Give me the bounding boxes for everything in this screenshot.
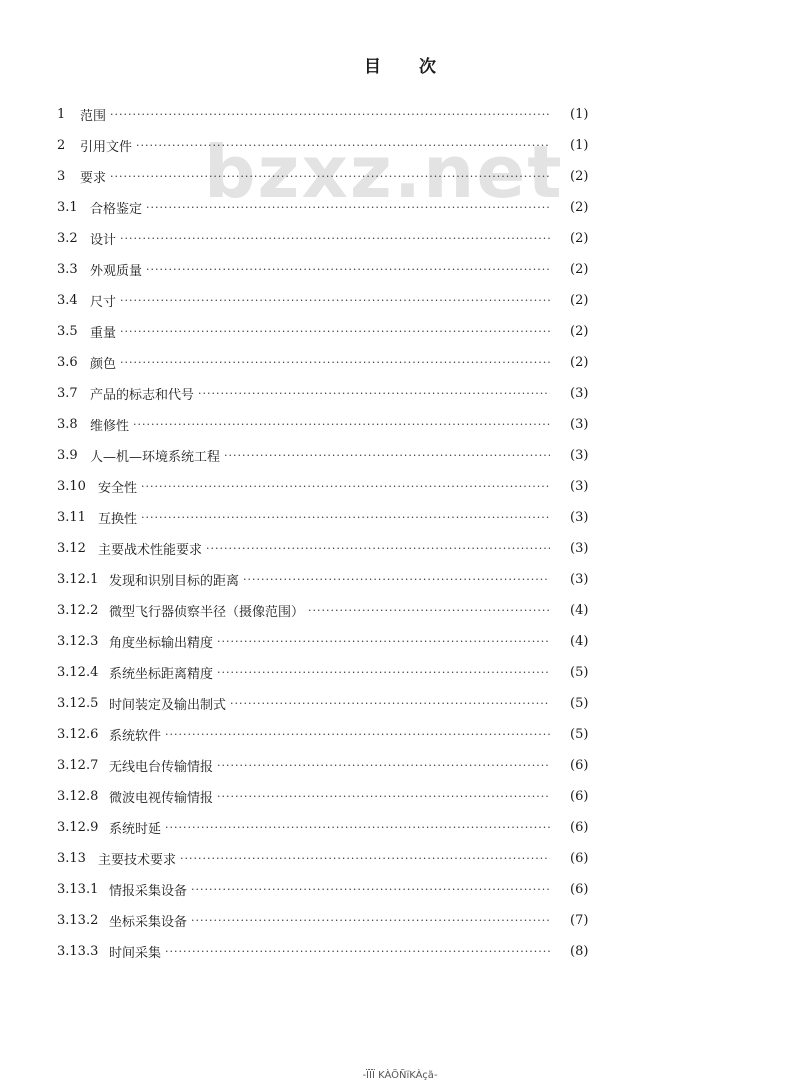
toc-entry-label: 无线电台传输情报	[109, 756, 217, 775]
toc-entry-number: 3.12.1	[57, 572, 99, 587]
toc-entry-number: 3.12.9	[57, 820, 99, 835]
toc-entry-page: (3)	[570, 417, 589, 432]
toc-entry-number: 3.5	[57, 324, 78, 339]
toc-entry-label: 系统软件	[109, 725, 165, 744]
toc-entry-number: 3.2	[57, 231, 78, 246]
dot-leader	[243, 573, 550, 586]
table-of-contents	[0, 99, 800, 967]
toc-entry[interactable]	[0, 502, 800, 533]
toc-entry-page: (6)	[570, 789, 589, 804]
toc-entry-label: 系统坐标距离精度	[109, 663, 217, 682]
toc-entry-page: (2)	[570, 355, 589, 370]
toc-entry[interactable]	[0, 564, 800, 595]
toc-entry[interactable]	[0, 719, 800, 750]
toc-entry-label: 主要战术性能要求	[98, 539, 206, 558]
toc-entry-label: 产品的标志和代号	[90, 384, 198, 403]
toc-entry-page: (6)	[570, 882, 589, 897]
toc-entry[interactable]	[0, 812, 800, 843]
toc-entry-page: (6)	[570, 851, 589, 866]
toc-entry-number: 2	[57, 138, 66, 153]
toc-entry-page: (2)	[570, 262, 589, 277]
dot-leader	[120, 325, 550, 338]
dot-leader	[165, 728, 550, 741]
toc-entry[interactable]	[0, 254, 800, 285]
toc-entry[interactable]	[0, 657, 800, 688]
toc-entry-page: (7)	[570, 913, 589, 928]
toc-entry[interactable]	[0, 750, 800, 781]
toc-entry-number: 3.1	[57, 200, 78, 215]
dot-leader	[180, 852, 550, 865]
dot-leader	[110, 170, 550, 183]
toc-entry-label: 颜色	[90, 353, 120, 372]
toc-entry-number: 3.13.1	[57, 882, 99, 897]
toc-entry-label: 情报采集设备	[109, 880, 191, 899]
toc-entry-number: 3.12.3	[57, 634, 99, 649]
toc-entry-label: 坐标采集设备	[109, 911, 191, 930]
toc-entry-label: 角度坐标输出精度	[109, 632, 217, 651]
toc-entry[interactable]	[0, 626, 800, 657]
dot-leader	[120, 356, 550, 369]
toc-entry-number: 3.7	[57, 386, 78, 401]
dot-leader	[308, 604, 550, 617]
toc-entry[interactable]	[0, 192, 800, 223]
toc-entry[interactable]	[0, 316, 800, 347]
toc-entry-number: 3.13	[57, 851, 86, 866]
dot-leader	[136, 139, 550, 152]
toc-entry[interactable]	[0, 688, 800, 719]
toc-entry-page: (5)	[570, 696, 589, 711]
toc-entry-page: (6)	[570, 758, 589, 773]
toc-entry[interactable]	[0, 347, 800, 378]
toc-entry[interactable]	[0, 130, 800, 161]
page-title: 目 次	[364, 57, 452, 77]
dot-leader	[141, 480, 550, 493]
page-footer: -ÏÏÏ KÀÕÑïKÀçã-	[362, 1070, 438, 1081]
toc-entry-page: (3)	[570, 572, 589, 587]
toc-entry-page: (3)	[570, 479, 589, 494]
toc-entry-number: 3.12	[57, 541, 86, 556]
toc-entry-number: 3.10	[57, 479, 86, 494]
toc-entry-label: 设计	[90, 229, 120, 248]
toc-entry-number: 3.13.2	[57, 913, 99, 928]
toc-entry-number: 3.12.2	[57, 603, 99, 618]
toc-entry[interactable]	[0, 874, 800, 905]
toc-entry[interactable]	[0, 223, 800, 254]
toc-entry-page: (2)	[570, 169, 589, 184]
dot-leader	[191, 883, 550, 896]
toc-entry-label: 合格鉴定	[90, 198, 146, 217]
toc-entry[interactable]	[0, 843, 800, 874]
toc-entry-number: 3	[57, 169, 66, 184]
dot-leader	[217, 666, 550, 679]
toc-entry-number: 3.9	[57, 448, 78, 463]
toc-entry-number: 3.13.3	[57, 944, 99, 959]
toc-entry[interactable]	[0, 595, 800, 626]
toc-entry-page: (2)	[570, 293, 589, 308]
toc-entry-page: (6)	[570, 820, 589, 835]
toc-entry[interactable]	[0, 440, 800, 471]
toc-entry-label: 发现和识别目标的距离	[109, 570, 243, 589]
dot-leader	[146, 201, 550, 214]
dot-leader	[217, 759, 550, 772]
toc-entry-page: (3)	[570, 448, 589, 463]
toc-entry-label: 微波电视传输情报	[109, 787, 217, 806]
toc-entry-number: 3.12.4	[57, 665, 99, 680]
toc-entry[interactable]	[0, 471, 800, 502]
dot-leader	[146, 263, 550, 276]
watermark: bzxz.net	[204, 130, 564, 214]
toc-entry-page: (3)	[570, 386, 589, 401]
toc-entry-page: (2)	[570, 231, 589, 246]
toc-entry-page: (2)	[570, 200, 589, 215]
toc-entry[interactable]	[0, 905, 800, 936]
toc-entry-number: 3.8	[57, 417, 78, 432]
toc-entry-page: (5)	[570, 665, 589, 680]
toc-entry-number: 3.4	[57, 293, 78, 308]
dot-leader	[217, 790, 550, 803]
dot-leader	[133, 418, 550, 431]
dot-leader	[165, 945, 550, 958]
toc-entry-label: 人—机—环境系统工程	[90, 446, 224, 465]
toc-entry-page: (1)	[570, 107, 589, 122]
dot-leader	[191, 914, 550, 927]
toc-entry[interactable]	[0, 99, 800, 130]
dot-leader	[230, 697, 550, 710]
toc-entry-label: 微型飞行器侦察半径（摄像范围）	[109, 601, 308, 620]
dot-leader	[224, 449, 550, 462]
toc-entry-label: 外观质量	[90, 260, 146, 279]
toc-entry-label: 时间装定及输出制式	[109, 694, 230, 713]
toc-entry-page: (3)	[570, 541, 589, 556]
toc-entry-label: 主要技术要求	[98, 849, 180, 868]
dot-leader	[120, 294, 550, 307]
dot-leader	[217, 635, 550, 648]
toc-entry-number: 3.3	[57, 262, 78, 277]
toc-entry-label: 引用文件	[80, 136, 136, 155]
toc-entry[interactable]	[0, 161, 800, 192]
toc-entry-label: 系统时延	[109, 818, 165, 837]
toc-entry-label: 时间采集	[109, 942, 165, 961]
toc-entry-number: 3.12.8	[57, 789, 99, 804]
toc-entry-number: 3.11	[57, 510, 86, 525]
dot-leader	[198, 387, 550, 400]
dot-leader	[110, 108, 550, 121]
toc-entry-label: 要求	[80, 167, 110, 186]
toc-entry-page: (1)	[570, 138, 589, 153]
toc-entry[interactable]	[0, 781, 800, 812]
toc-entry[interactable]	[0, 378, 800, 409]
dot-leader	[165, 821, 550, 834]
toc-entry-page: (2)	[570, 324, 589, 339]
dot-leader	[141, 511, 550, 524]
toc-entry[interactable]	[0, 285, 800, 316]
toc-entry-number: 3.12.7	[57, 758, 99, 773]
toc-entry-label: 安全性	[98, 477, 141, 496]
toc-entry-label: 范围	[80, 105, 110, 124]
toc-entry-label: 维修性	[90, 415, 133, 434]
toc-entry-page: (8)	[570, 944, 589, 959]
toc-entry-label: 尺寸	[90, 291, 120, 310]
toc-entry-label: 互换性	[98, 508, 141, 527]
dot-leader	[206, 542, 550, 555]
toc-entry-page: (4)	[570, 603, 589, 618]
toc-entry-page: (4)	[570, 634, 589, 649]
toc-entry-page: (3)	[570, 510, 589, 525]
toc-entry[interactable]	[0, 533, 800, 564]
toc-entry[interactable]	[0, 936, 800, 967]
toc-entry[interactable]	[0, 409, 800, 440]
toc-entry-number: 3.12.6	[57, 727, 99, 742]
toc-entry-number: 3.12.5	[57, 696, 99, 711]
toc-entry-number: 3.6	[57, 355, 78, 370]
toc-entry-number: 1	[57, 107, 66, 122]
toc-entry-page: (5)	[570, 727, 589, 742]
dot-leader	[120, 232, 550, 245]
toc-entry-label: 重量	[90, 322, 120, 341]
